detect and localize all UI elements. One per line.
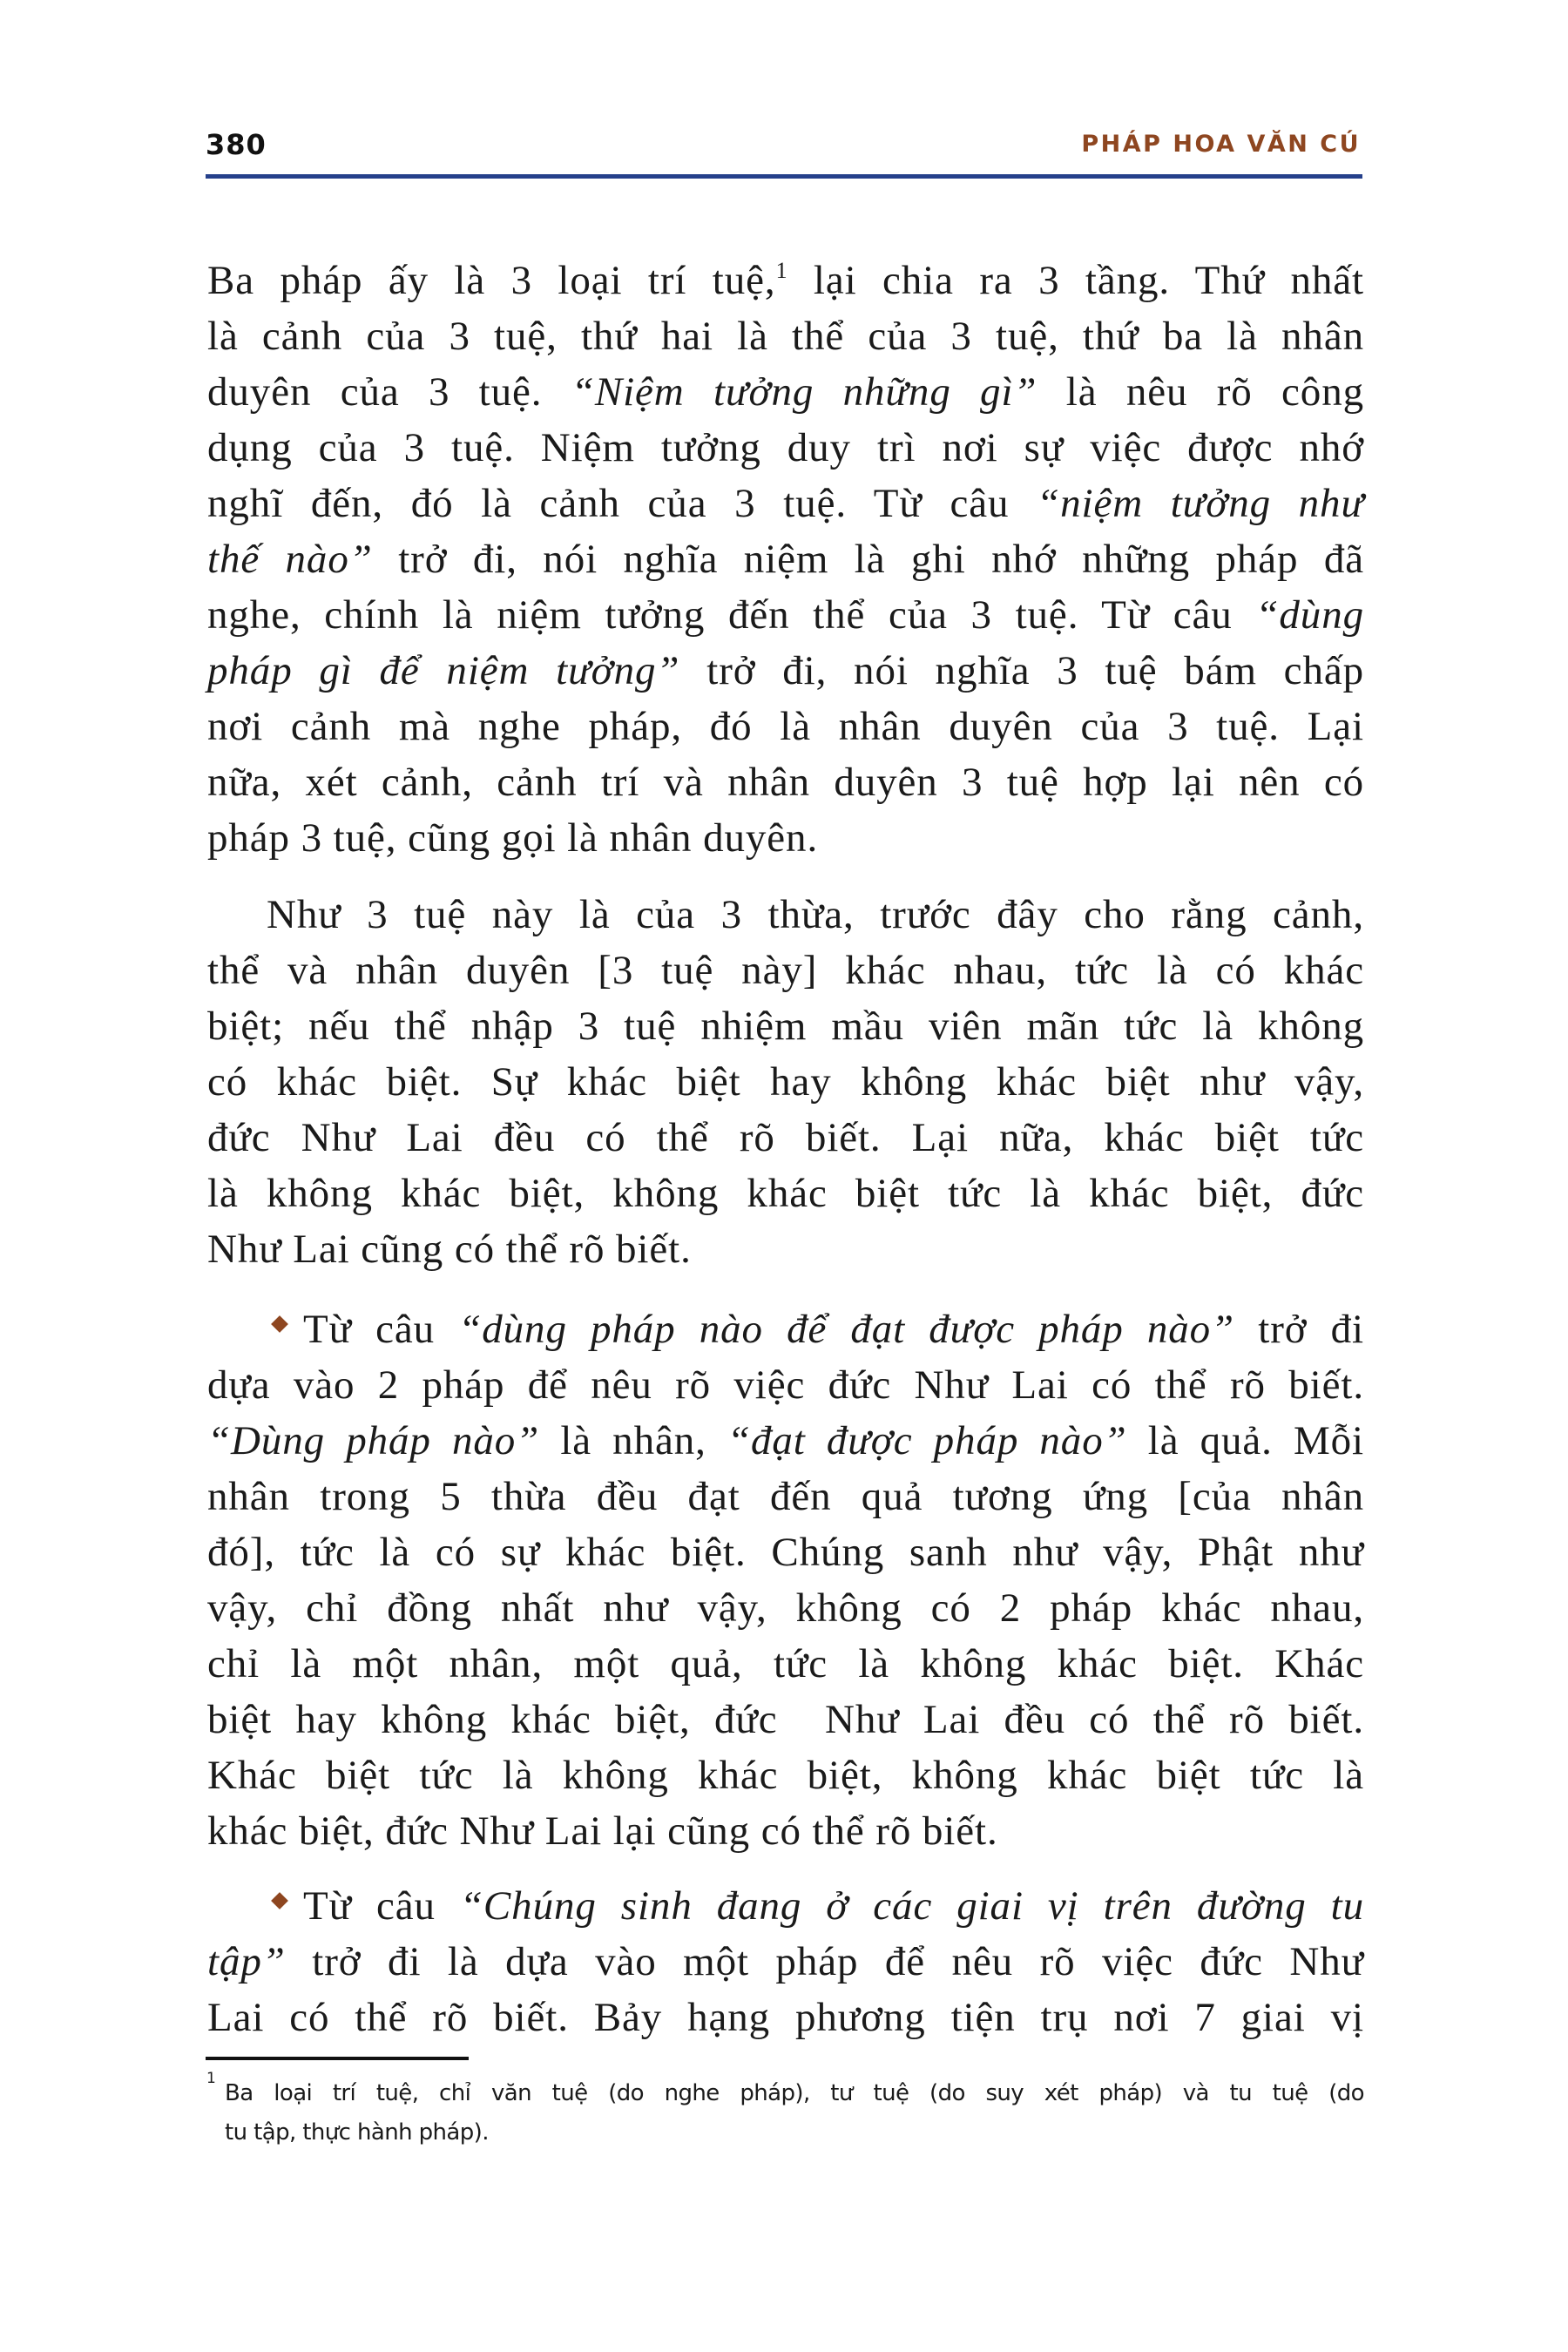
text-run: Từ câu [303, 1307, 459, 1352]
diamond-bullet-icon [271, 1892, 288, 1909]
diamond-bullet-icon [271, 1315, 288, 1333]
text-line [207, 364, 1364, 420]
text-line: có khác biệt. Sự khác biệt hay không khác biệt như vậy, [207, 1059, 1364, 1105]
text-run: lại chia ra 3 tầng. Thứ nhất [787, 258, 1364, 303]
text-run: nghe, chính là niệm tưởng đến thể của 3 tuệ. Từ câu [207, 592, 1256, 638]
italic-quote: “Dùng pháp nào” [207, 1418, 540, 1463]
text-run: trở đi [1234, 1307, 1365, 1352]
page-number: 380 [206, 128, 267, 161]
running-header-title: PHÁP HOA VĂN CÚ [1081, 131, 1361, 158]
italic-quote: “dùng pháp nào để đạt được pháp nào” [458, 1307, 1235, 1352]
italic-quote: pháp gì để niệm tưởng” [207, 648, 680, 693]
footnote-separator [206, 2057, 469, 2060]
text-run: trở đi là dựa vào một pháp để nêu rõ việc đức Như [285, 1939, 1364, 1984]
text-run: duyên của 3 tuệ. [207, 369, 571, 415]
text-line: đó], tức là có sự khác biệt. Chúng sanh như vậy, Phật như [207, 1530, 1364, 1575]
italic-quote: “niệm tưởng như [1037, 481, 1364, 526]
text-line: Như Lai cũng có thể rõ biết. [207, 1227, 692, 1272]
italic-quote: “Niệm tưởng những gì” [571, 369, 1037, 415]
text-run: trở đi, nói nghĩa 3 tuệ bám chấp [679, 648, 1365, 693]
text-line [207, 1934, 1364, 1990]
text-line [207, 1413, 1364, 1469]
text-line: Lai có thể rõ biết. Bảy hạng phương tiện trụ nơi 7 giai vị [207, 1995, 1364, 2040]
text-line [207, 531, 1364, 587]
text-line: pháp 3 tuệ, cũng gọi là nhân duyên. [207, 815, 819, 861]
italic-quote: thế nào” [207, 537, 373, 582]
text-line: dựa vào 2 pháp để nêu rõ việc đức Như Lai có thể rõ biết. [207, 1362, 1364, 1408]
text-line: Khác biệt tức là không khác biệt, không khác biệt tức là [207, 1753, 1364, 1798]
text-line [207, 587, 1364, 643]
text-run: là nhân, [539, 1418, 727, 1463]
text-run: trở đi, nói nghĩa niệm là ghi nhớ những pháp đã [372, 537, 1364, 582]
text-line: đức Như Lai đều có thể rõ biết. Lại nữa, khác biệt tức [207, 1115, 1364, 1160]
text-line [207, 253, 1364, 308]
text-line: nhân trong 5 thừa đều đạt đến quả tương ứng [của nhân [207, 1474, 1364, 1519]
text-line [207, 476, 1364, 531]
text-run: nghĩ đến, đó là cảnh của 3 tuệ. Từ câu [207, 481, 1037, 526]
text-line: Như 3 tuệ này là của 3 thừa, trước đây cho rằng cảnh, [267, 892, 1364, 937]
text-run: là quả. Mỗi [1126, 1418, 1365, 1463]
footnote-reference[interactable]: 1 [775, 258, 788, 283]
footnote-line: Ba loại trí tuệ, chỉ văn tuệ (do nghe pháp), tư tuệ (do suy xét pháp) và tu tuệ (do [225, 2080, 1364, 2106]
text-line: dụng của 3 tuệ. Niệm tưởng duy trì nơi sự việc được nhớ [207, 425, 1364, 470]
italic-quote: “dùng [1255, 592, 1364, 638]
text-line: là không khác biệt, không khác biệt tức là khác biệt, đức [207, 1171, 1364, 1216]
text-run: Từ câu [303, 1883, 460, 1929]
text-run: Ba pháp ấy là 3 loại trí tuệ, [207, 258, 776, 303]
text-line: nơi cảnh mà nghe pháp, đó là nhân duyên của 3 tuệ. Lại [207, 704, 1364, 749]
italic-quote: “đạt được pháp nào” [727, 1418, 1127, 1463]
text-line: biệt; nếu thể nhập 3 tuệ nhiệm mầu viên mãn tức là không [207, 1004, 1364, 1049]
text-run: là nêu rõ công [1037, 369, 1364, 415]
text-line: chỉ là một nhân, một quả, tức là không khác biệt. Khác [207, 1641, 1364, 1686]
text-line: thể và nhân duyên [3 tuệ này] khác nhau, tức là có khác [207, 948, 1364, 993]
header-rule [206, 174, 1362, 179]
text-line [303, 1878, 1364, 1934]
italic-quote: tập” [207, 1939, 286, 1984]
footnote-line: tu tập, thực hành pháp). [225, 2119, 489, 2146]
text-line: vậy, chỉ đồng nhất như vậy, không có 2 pháp khác nhau, [207, 1585, 1364, 1631]
text-line [303, 1301, 1364, 1357]
text-line: biệt hay không khác biệt, đức Như Lai đều có thể rõ biết. [207, 1697, 1364, 1742]
text-line: nữa, xét cảnh, cảnh trí và nhân duyên 3 tuệ hợp lại nên có [207, 760, 1364, 805]
text-line: khác biệt, đức Như Lai lại cũng có thể rõ biết. [207, 1808, 998, 1854]
text-line [207, 643, 1364, 699]
italic-quote: “Chúng sinh đang ở các giai vị trên đường tu [459, 1883, 1364, 1929]
footnote-marker: 1 [206, 2070, 216, 2087]
text-line: là cảnh của 3 tuệ, thứ hai là thể của 3 tuệ, thứ ba là nhân [207, 314, 1364, 359]
